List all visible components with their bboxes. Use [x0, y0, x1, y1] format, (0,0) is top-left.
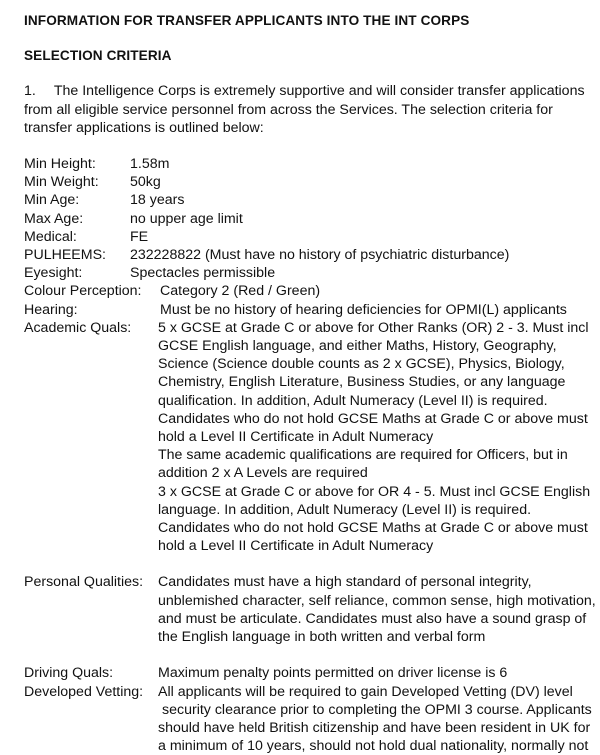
value-line: hold a Level II Certificate in Adult Numeracy [158, 537, 590, 555]
value-line: security clearance prior to completing the OPMI 3 course. Applicants [158, 701, 592, 719]
value-line: the English language in both written and verbal form [158, 628, 596, 646]
criterion-value: Maximum penalty points permitted on driver license is 6 [158, 664, 507, 682]
value-line: unblemished character, self reliance, common sense, high motivation, [158, 592, 596, 610]
value-line: a minimum of 10 years, should not hold dual nationality, normally not [158, 737, 592, 755]
criterion-value: 232228822 (Must have no history of psychiatric disturbance) [130, 246, 509, 264]
criterion-value: Spectacles permissible [130, 264, 275, 282]
intro-line: transfer applications is outlined below: [24, 119, 590, 137]
criterion-label: Hearing: [24, 301, 160, 319]
criterion-label: Academic Quals: [24, 319, 158, 556]
criterion-label: Medical: [24, 228, 130, 246]
value-line: 5 x GCSE at Grade C or above for Other Ranks (OR) 2 - 3. Must incl [158, 319, 590, 337]
criterion-colour-perception [24, 282, 590, 300]
value-line: Candidates who do not hold GCSE Maths at Grade C or above must [158, 519, 590, 537]
criterion-eyesight [24, 264, 590, 282]
value-line: All applicants will be required to gain Developed Vetting (DV) level [158, 683, 592, 701]
intro-paragraph [24, 82, 590, 137]
value-line: language. In addition, Adult Numeracy (Level II) is required. [158, 501, 590, 519]
criterion-value: Category 2 (Red / Green) [160, 282, 320, 300]
value-line: hold a Level II Certificate in Adult Numeracy [158, 428, 590, 446]
spacer [24, 646, 590, 664]
criterion-label: PULHEEMS: [24, 246, 130, 264]
criterion-driving-quals [24, 664, 590, 682]
criterion-max-age [24, 210, 590, 228]
criterion-personal-qualities [24, 573, 590, 646]
criterion-label: Min Weight: [24, 173, 130, 191]
document-heading: INFORMATION FOR TRANSFER APPLICANTS INTO THE INT CORPS [24, 12, 590, 30]
criterion-developed-vetting [24, 683, 590, 755]
criterion-value: Must be no history of hearing deficiencies for OPMI(L) applicants [160, 301, 567, 319]
criterion-value: FE [130, 228, 148, 246]
criterion-label: Personal Qualities: [24, 573, 158, 646]
criterion-min-age [24, 191, 590, 209]
criterion-hearing [24, 301, 590, 319]
document-page [24, 10, 590, 755]
criterion-label: Min Height: [24, 155, 130, 173]
criteria-list [24, 155, 590, 755]
criterion-value: 50kg [130, 173, 161, 191]
criterion-label: Max Age: [24, 210, 130, 228]
value-line: qualification. In addition, Adult Numeracy (Level II) is required. [158, 392, 590, 410]
value-line: should have held British citizenship and have been resident in UK for [158, 719, 592, 737]
value-line: Science (Science double counts as 2 x GCSE), Physics, Biology, [158, 355, 590, 373]
criterion-value: 1.58m [130, 155, 169, 173]
criterion-min-height [24, 155, 590, 173]
value-line: Chemistry, English Literature, Business Studies, or any language [158, 373, 590, 391]
value-line: and must be articulate. Candidates must also have a sound grasp of [158, 610, 596, 628]
criterion-min-weight [24, 173, 590, 191]
criterion-value [158, 319, 590, 556]
criterion-value: 18 years [130, 191, 184, 209]
criterion-label: Driving Quals: [24, 664, 158, 682]
criterion-value: no upper age limit [130, 210, 243, 228]
criterion-academic-quals [24, 319, 590, 556]
paragraph-number: 1. [24, 83, 36, 99]
criterion-label: Colour Perception: [24, 282, 160, 300]
criterion-pulheems [24, 246, 590, 264]
criterion-value [158, 573, 596, 646]
value-line: The same academic qualifications are required for Officers, but in [158, 446, 590, 464]
value-line: Candidates must have a high standard of personal integrity, [158, 573, 596, 591]
value-line: GCSE English language, and either Maths, History, Geography, [158, 337, 590, 355]
criterion-label: Developed Vetting: [24, 683, 158, 755]
intro-line: from all eligible service personnel from across the Services. The selection criteria for [24, 101, 590, 119]
criterion-value [158, 683, 592, 755]
criterion-label: Eyesight: [24, 264, 130, 282]
intro-line: 1. The Intelligence Corps is extremely supportive and will consider transfer applications [24, 82, 590, 100]
criterion-label: Min Age: [24, 191, 130, 209]
criterion-medical [24, 228, 590, 246]
value-line: Candidates who do not hold GCSE Maths at Grade C or above must [158, 410, 590, 428]
value-line: addition 2 x A Levels are required [158, 464, 590, 482]
spacer [24, 555, 590, 573]
value-line: 3 x GCSE at Grade C or above for OR 4 - 5. Must incl GCSE English [158, 483, 590, 501]
section-title: SELECTION CRITERIA [24, 47, 590, 65]
